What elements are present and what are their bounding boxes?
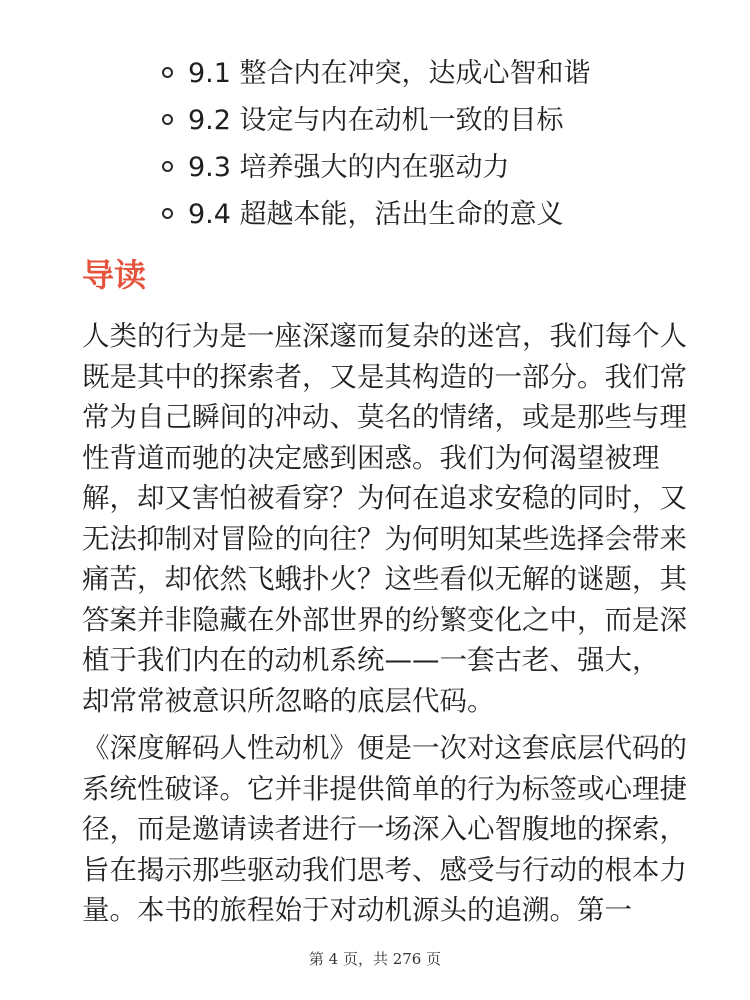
toc-list — [0, 50, 750, 238]
toc-item-label: 9.3 培养强大的内在驱动力 — [188, 152, 510, 183]
toc-item-label: 9.4 超越本能，活出生命的意义 — [188, 199, 564, 230]
hollow-circle-bullet-icon — [162, 161, 173, 172]
text-line: 系统性破译。它并非提供简单的行为标签或心理捷 — [82, 772, 687, 805]
hollow-circle-bullet-icon — [162, 208, 173, 219]
paragraph — [82, 316, 687, 721]
toc-item[interactable] — [0, 97, 750, 144]
text-line: 痛苦，却依然飞蛾扑火？这些看似无解的谜题，其 — [82, 563, 687, 595]
toc-item[interactable] — [0, 50, 750, 97]
text-line: 径，而是邀请读者进行一场深入心智腹地的探索， — [82, 813, 687, 845]
text-line: 答案并非隐藏在外部世界的纷繁变化之中，而是深 — [82, 603, 687, 636]
paragraph — [82, 728, 687, 931]
text-line: 无法抑制对冒险的向往？为何明知某些选择会带来 — [82, 522, 687, 555]
section-heading: 导读 — [82, 256, 147, 294]
text-line: 量。本书的旅程始于对动机源头的追溯。第一 — [82, 894, 632, 926]
paragraph-intro — [82, 316, 687, 721]
text-line: 性背道而驰的决定感到困惑。我们为何渴望被理 — [82, 441, 660, 474]
text-line: 解，却又害怕被看穿？为何在追求安稳的同时，又 — [82, 482, 687, 514]
page-number-footer: 第 4 页，共 276 页 — [308, 950, 442, 968]
hollow-circle-bullet-icon — [162, 114, 173, 125]
text-line: 植于我们内在的动机系统——一套古老、强大， — [82, 644, 660, 676]
paragraph-book-overview — [82, 728, 687, 931]
text-line: 《深度解码人性动机》便是一次对这套底层代码的 — [82, 732, 687, 764]
text-line: 常为自己瞬间的冲动、莫名的情绪，或是那些与理 — [82, 401, 687, 433]
toc-item-label: 9.2 设定与内在动机一致的目标 — [188, 105, 564, 136]
text-line: 人类的行为是一座深邃而复杂的迷宫，我们每个人 — [82, 320, 687, 352]
toc-item[interactable] — [0, 144, 750, 191]
text-line: 却常常被意识所忽略的底层代码。 — [82, 684, 495, 717]
toc-item[interactable] — [0, 191, 750, 238]
text-line: 旨在揭示那些驱动我们思考、感受与行动的根本力 — [82, 853, 687, 886]
hollow-circle-bullet-icon — [162, 67, 173, 78]
text-line: 既是其中的探索者，又是其构造的一部分。我们常 — [82, 360, 687, 393]
toc-item-label: 9.1 整合内在冲突，达成心智和谐 — [188, 58, 591, 89]
